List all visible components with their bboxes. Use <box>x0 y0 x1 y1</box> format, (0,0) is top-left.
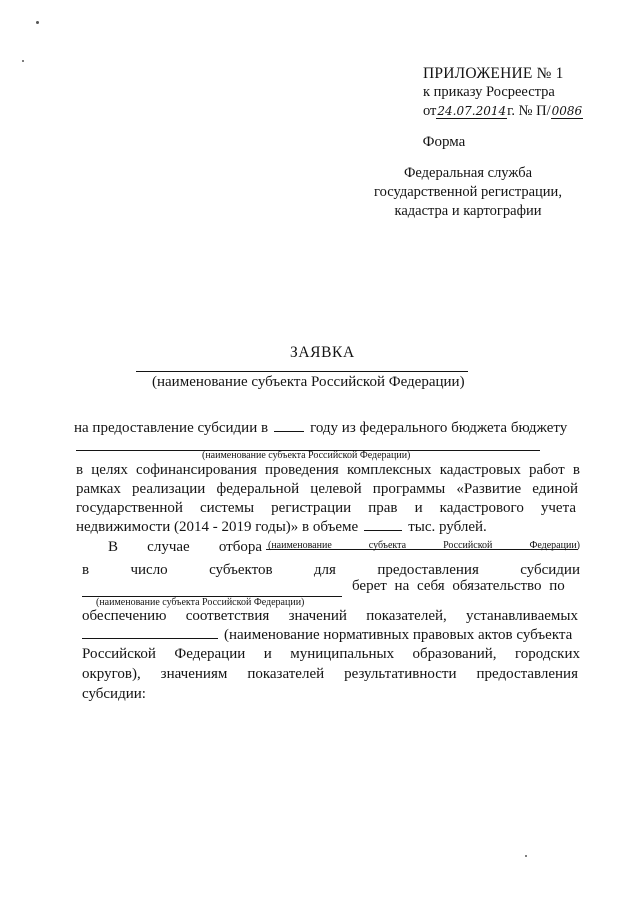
word: показателей, <box>366 608 447 624</box>
word: кадастровых <box>439 462 521 478</box>
word: проведения <box>265 462 339 478</box>
para1-line-1 <box>76 462 580 479</box>
word: для <box>313 562 336 578</box>
word: рамках <box>76 481 121 497</box>
word: значениям <box>160 666 228 682</box>
request-text-2: году из федерального бюджета бюджету <box>310 420 568 436</box>
para1-line-2 <box>76 481 578 498</box>
word: единой <box>532 481 578 497</box>
word: системы <box>199 500 255 516</box>
appendix-header <box>423 64 603 121</box>
amount-blank <box>364 530 402 531</box>
budget-caption: (наименование субъекта Российской Федерации) <box>202 450 411 461</box>
scan-speck <box>36 21 39 24</box>
document-title: ЗАЯВКА <box>290 344 355 361</box>
word: комплексных <box>346 462 432 478</box>
appendix-date-line <box>423 102 603 121</box>
word: в <box>572 462 580 478</box>
word: субъектов <box>209 562 273 578</box>
word: реализации <box>132 481 206 497</box>
agency-line-1: Федеральная служба <box>403 165 533 181</box>
word: Федерации) <box>529 540 580 551</box>
word: и <box>263 646 272 662</box>
para2-line-6 <box>82 646 580 663</box>
word: целях <box>91 462 128 478</box>
volume-text: недвижимости (2014 - 2019 годы)» в объеме <box>76 519 359 535</box>
agency-block <box>358 164 578 221</box>
word: субсидии <box>520 562 580 578</box>
word: округов), <box>82 666 141 682</box>
acts-caption-text: (наименование нормативных правовых актов субъекта <box>224 627 573 643</box>
word: софинансирования <box>136 462 257 478</box>
number-prefix: г. № П/ <box>507 103 551 119</box>
handwritten-number: 0086 <box>551 104 583 118</box>
subsidy-text: субсидии: <box>82 686 146 702</box>
word: соответствия <box>185 608 270 624</box>
word: Российской <box>82 646 156 662</box>
para1-line-3 <box>76 500 576 517</box>
word: образований, <box>412 646 497 662</box>
acts-blank <box>82 638 218 639</box>
agency-line-3: кадастра и картографии <box>394 203 542 219</box>
word: отбора <box>218 539 262 555</box>
word: муниципальных <box>290 646 395 662</box>
obligation-subject-caption: (наименование субъекта Российской Федерации) <box>96 597 305 608</box>
word: государственной <box>76 500 183 516</box>
handwritten-date: 24.07.2014 <box>437 104 507 118</box>
date-prefix: от <box>423 103 437 119</box>
word: учета <box>540 500 576 516</box>
para2-line-5 <box>82 627 572 644</box>
word: «Развитие <box>456 481 522 497</box>
word: целевой <box>310 481 362 497</box>
word: (наименование <box>268 540 332 551</box>
para2-line-7 <box>82 666 578 683</box>
subject-blank-line <box>136 371 468 372</box>
word: регистрации <box>271 500 352 516</box>
word: в <box>82 562 90 578</box>
word: федеральной <box>216 481 300 497</box>
word: в <box>76 462 84 478</box>
word: субъекта <box>368 540 407 551</box>
word: Российской <box>443 540 493 551</box>
subject-caption: (наименование субъекта Российской Федерации) <box>152 374 465 390</box>
scan-speck <box>22 60 24 62</box>
volume-unit: тыс. рублей. <box>408 519 487 535</box>
obligation-text: берет на себя обязательство по <box>352 578 565 594</box>
form-label: Форма <box>422 134 466 150</box>
request-text-1: на предоставление субсидии в <box>74 420 269 436</box>
word: устанавливаемых <box>466 608 578 624</box>
year-blank <box>274 431 304 432</box>
word: работ <box>529 462 565 478</box>
word: предоставления <box>476 666 578 682</box>
appendix-order-line: к приказу Росреестра <box>423 84 555 100</box>
word: и <box>414 500 423 516</box>
word: программы <box>372 481 446 497</box>
word: обеспечению <box>82 608 167 624</box>
scan-speck <box>525 855 527 857</box>
word: В <box>108 539 119 555</box>
word: предоставления <box>377 562 479 578</box>
word: значений <box>288 608 347 624</box>
word: случае <box>147 539 190 555</box>
para2-line-2 <box>82 562 580 579</box>
para2-line-1 <box>108 539 262 556</box>
request-line <box>74 420 574 437</box>
appendix-title: ПРИЛОЖЕНИЕ № 1 <box>423 65 564 82</box>
agency-line-2: государственной регистрации, <box>374 184 562 200</box>
word: число <box>130 562 168 578</box>
word: результативности <box>344 666 457 682</box>
para2-line-4 <box>82 608 578 625</box>
word: прав <box>368 500 398 516</box>
word: кадастрового <box>439 500 524 516</box>
word: показателей <box>247 666 325 682</box>
para2-line-8 <box>82 686 146 703</box>
para1-line-4 <box>76 519 487 536</box>
selection-subject-caption <box>268 540 580 551</box>
form-label-row <box>0 134 640 151</box>
para2-line-3 <box>352 578 578 595</box>
word: Федерации <box>174 646 246 662</box>
word: городских <box>515 646 580 662</box>
